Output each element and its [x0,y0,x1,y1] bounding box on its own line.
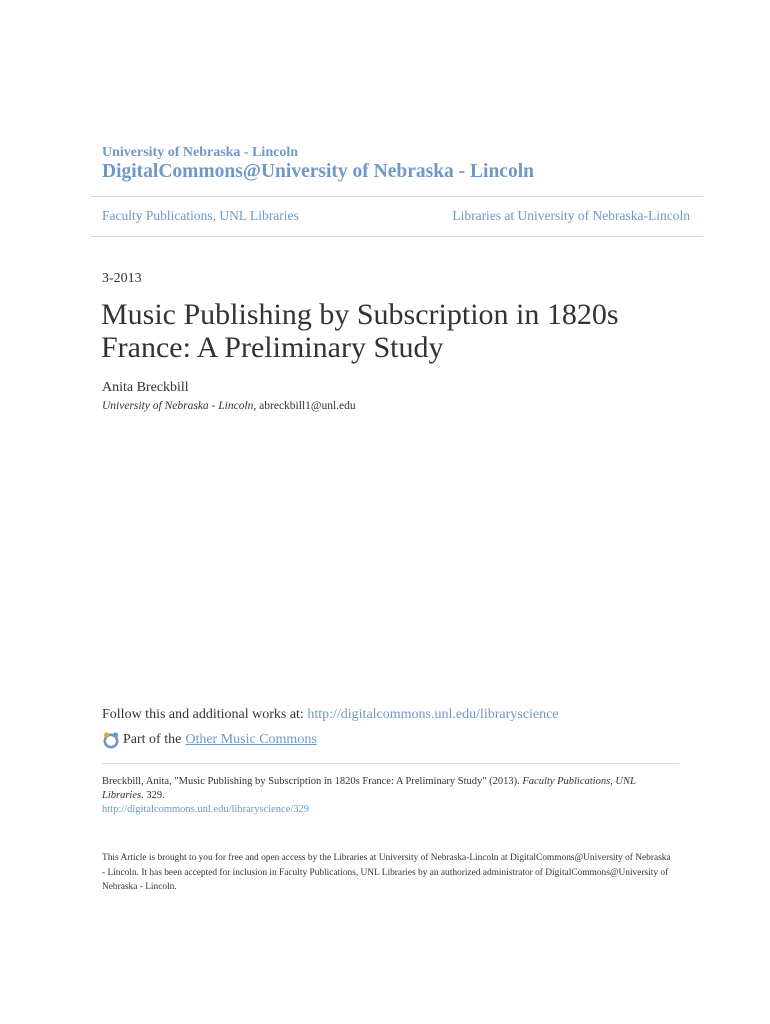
follow-url-link[interactable]: http://digitalcommons.unl.edu/libraryscience [307,707,559,722]
divider-mid [91,236,703,237]
parent-community-link[interactable]: Libraries at University of Nebraska-Lincoln [452,208,690,223]
follow-label: Follow this and additional works at: [102,707,308,722]
follow-line [102,707,559,723]
article-title: Music Publishing by Subscription in 1820s France: A Preliminary Study [101,298,619,364]
part-of-label: Part of the [123,732,182,747]
author-name: Anita Breckbill [102,380,189,395]
other-music-commons-link[interactable]: Other Music Commons [185,732,317,747]
repository-link[interactable]: DigitalCommons@University of Nebraska - Lincoln [102,161,534,182]
affiliation-email: , abreckbill1@unl.edu [253,400,356,412]
affiliation-institution: University of Nebraska - Lincoln [102,400,254,412]
author-affiliation [102,400,356,412]
divider-top [91,196,703,197]
citation-series: Faculty Publications, UNL Libraries [102,776,636,801]
part-of-line [102,731,317,749]
commons-network-icon [102,731,120,749]
citation-url-link[interactable]: http://digitalcommons.unl.edu/libraryscience/329 [102,804,310,815]
citation-text: Breckbill, Anita, "Music Publishing by Subscription in 1820s France: A Preliminary Study" (2013). [102,776,523,787]
institution-name: University of Nebraska - Lincoln [102,145,298,160]
collection-link[interactable]: Faculty Publications, UNL Libraries [102,208,299,223]
access-notice: This Article is brought to you for free and open access by the Libraries at University of Nebraska-Lincoln at DigitalCommons@University of Nebraska - Lincoln. It has been accepted for inclusion in Faculty Publications, UNL Libraries by an authorized administrator of DigitalCommons@University of Nebraska - Lincoln. [102,853,671,892]
citation-number: . 329. [141,790,165,801]
publication-date: 3-2013 [102,271,142,286]
recommended-citation [102,775,677,817]
divider-low [102,763,679,764]
